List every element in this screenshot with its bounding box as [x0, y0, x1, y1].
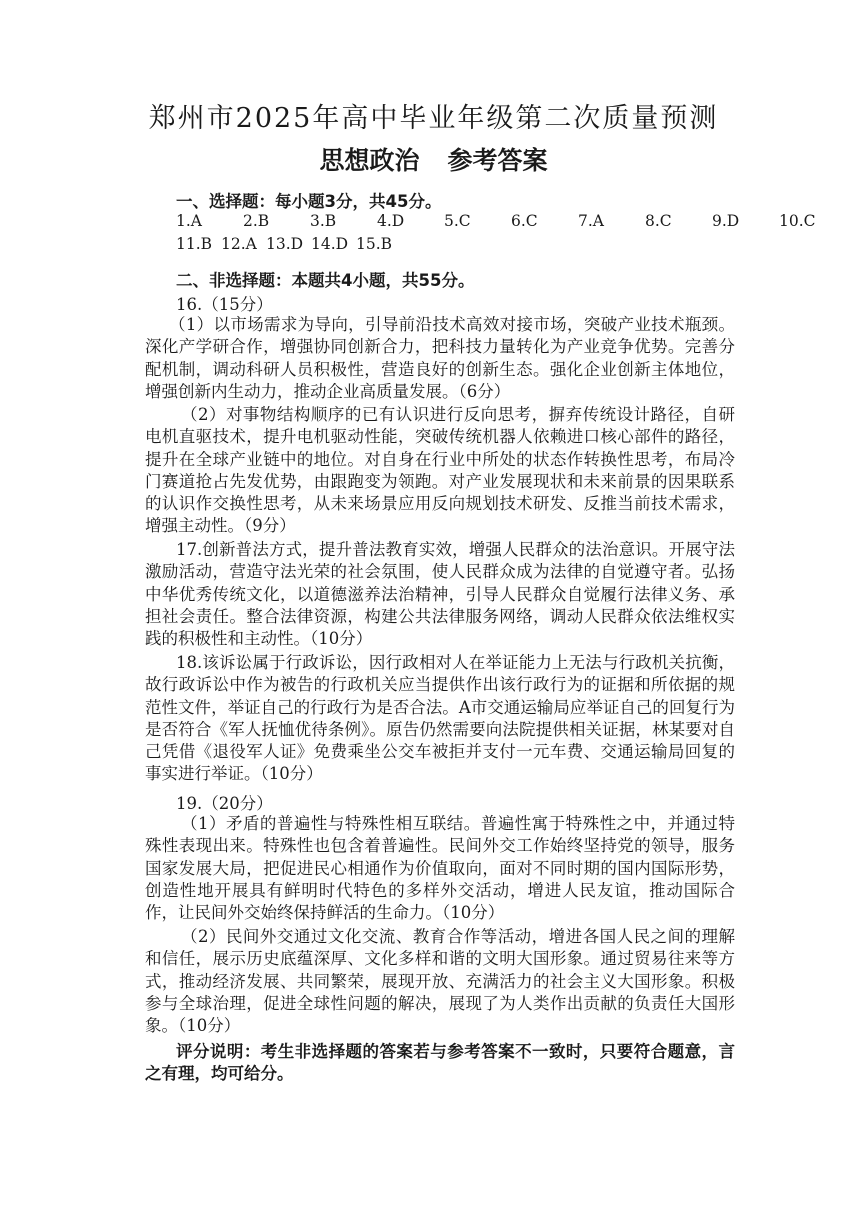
answer-item: 9.D: [712, 212, 740, 230]
question-18-answer: [145, 652, 735, 786]
answer-item: 2.B: [243, 212, 270, 230]
question-16-part-2: [145, 404, 735, 538]
answer-item: 10.C: [779, 212, 816, 230]
answer-item: 14.D: [311, 235, 349, 253]
answer-item: 11.B: [176, 235, 213, 253]
answer-item: 6.C: [511, 212, 538, 230]
document-title: 郑州市2025年高中毕业年级第二次质量预测: [148, 103, 719, 134]
question-17-answer: [145, 539, 735, 650]
answer-item: 3.B: [310, 212, 337, 230]
section-1-heading: 一、选择题：每小题3分，共45分。: [176, 192, 442, 211]
answer-paragraph: （2）民间外交通过文化交流、教育合作等活动，增进各国人民之间的理解和信任，展示历史底蕴深厚、文化多样和谐的文明大国形象。通过贸易往来等方式，推动经济发展、共同繁荣，展现开放、充满活力的社会主义大国形象。积极参与全球治理，促进全球性问题的解决，展现了为人类作出贡献的负责任大国形象。（10分）: [145, 927, 735, 1036]
subject-label: 思想政治: [319, 146, 420, 175]
question-19-part-2: [145, 926, 735, 1037]
answer-paragraph: （1）矛盾的普遍性与特殊性相互联结。普遍性寓于特殊性之中，并通过特殊性表现出来。特殊性也包含着普遍性。民间外交工作始终坚持党的领导，服务国家发展大局，把促进民心相通作为价值取向，面对不同时期的国内国际形势，创造性地开展具有鲜明时代特色的多样外交活动，增进人民友谊，推动国际合作，让民间外交始终保持鲜活的生命力。（10分）: [145, 814, 735, 923]
answer-item: 8.C: [645, 212, 672, 230]
doc-type-label: 参考答案: [447, 146, 548, 175]
answer-item: 15.B: [356, 235, 393, 253]
answer-paragraph: 17.创新普法方式，提升普法教育实效，增强人民群众的法治意识。开展守法激励活动，营造守法光荣的社会氛围，使人民群众成为法律的自觉遵守者。弘扬中华优秀传统文化，以道德滋养法治精神，引导人民群众自觉履行法律义务、承担社会责任。整合法律资源，构建公共法律服务网络，调动人民群众依法维权实践的积极性和主动性。（10分）: [145, 540, 735, 649]
section-2-heading: 二、非选择题：本题共4小题，共55分。: [176, 271, 475, 290]
answer-paragraph: （2）对事物结构顺序的已有认识进行反向思考，摒弃传统设计路径，自研电机直驱技术，提升电机驱动性能，突破传统机器人依赖进口核心部件的路径，提升在全球产业链中的地位。对自身在行业中所处的状态作转换性思考，布局冷门赛道抢占先发优势，由跟跑变为领跑。对产业发展现状和未来前景的因果联系的认识作交换性思考，从未来场景应用反向规划技术研发、反推当前技术需求，增强主动性。（9分）: [145, 405, 735, 536]
answer-item: 5.C: [444, 212, 471, 230]
question-19-part-1: [145, 813, 735, 924]
answer-item: 1.A: [176, 212, 202, 230]
document-subtitle: [0, 141, 867, 177]
answer-paragraph: 18.该诉讼属于行政诉讼，因行政相对人在举证能力上无法与行政机关抗衡，故行政诉讼中作为被告的行政机关应当提供作出该行政行为的证据和所依据的规范性文件，举证自己的行政行为是否合法。A市交通运输局应举证自己的回复行为是否符合《军人抚恤优待条例》。原告仍然需要向法院提供相关证据，林某要对自己凭借《退役军人证》免费乘坐公交车被拒并支付一元车费、交通运输局回复的事实进行举证。（10分）: [145, 653, 735, 784]
question-19-label: 19.（20分）: [176, 794, 273, 813]
grading-note: 评分说明：考生非选择题的答案若与参考答案不一致时，只要符合题意，言之有理，均可给分。: [145, 1042, 735, 1084]
answer-paragraph: （1）以市场需求为导向，引导前沿技术高效对接市场，突破产业技术瓶颈。深化产学研合作，增强协同创新合力，把科技力量转化为产业竞争优势。完善分配机制，调动科研人员积极性，营造良好的创新生态。强化企业创新主体地位，增强创新内生动力，推动企业高质量发展。（6分）: [145, 315, 735, 401]
question-16-label: 16.（15分）: [176, 295, 273, 314]
choice-answers-row-2: [176, 235, 401, 253]
answer-item: 7.A: [578, 212, 604, 230]
answer-item: 4.D: [377, 212, 405, 230]
answer-item: 12.A: [221, 235, 257, 253]
choice-answers-row-1: [176, 212, 846, 230]
answer-item: 13.D: [266, 235, 304, 253]
question-16-part-1: [145, 314, 735, 403]
